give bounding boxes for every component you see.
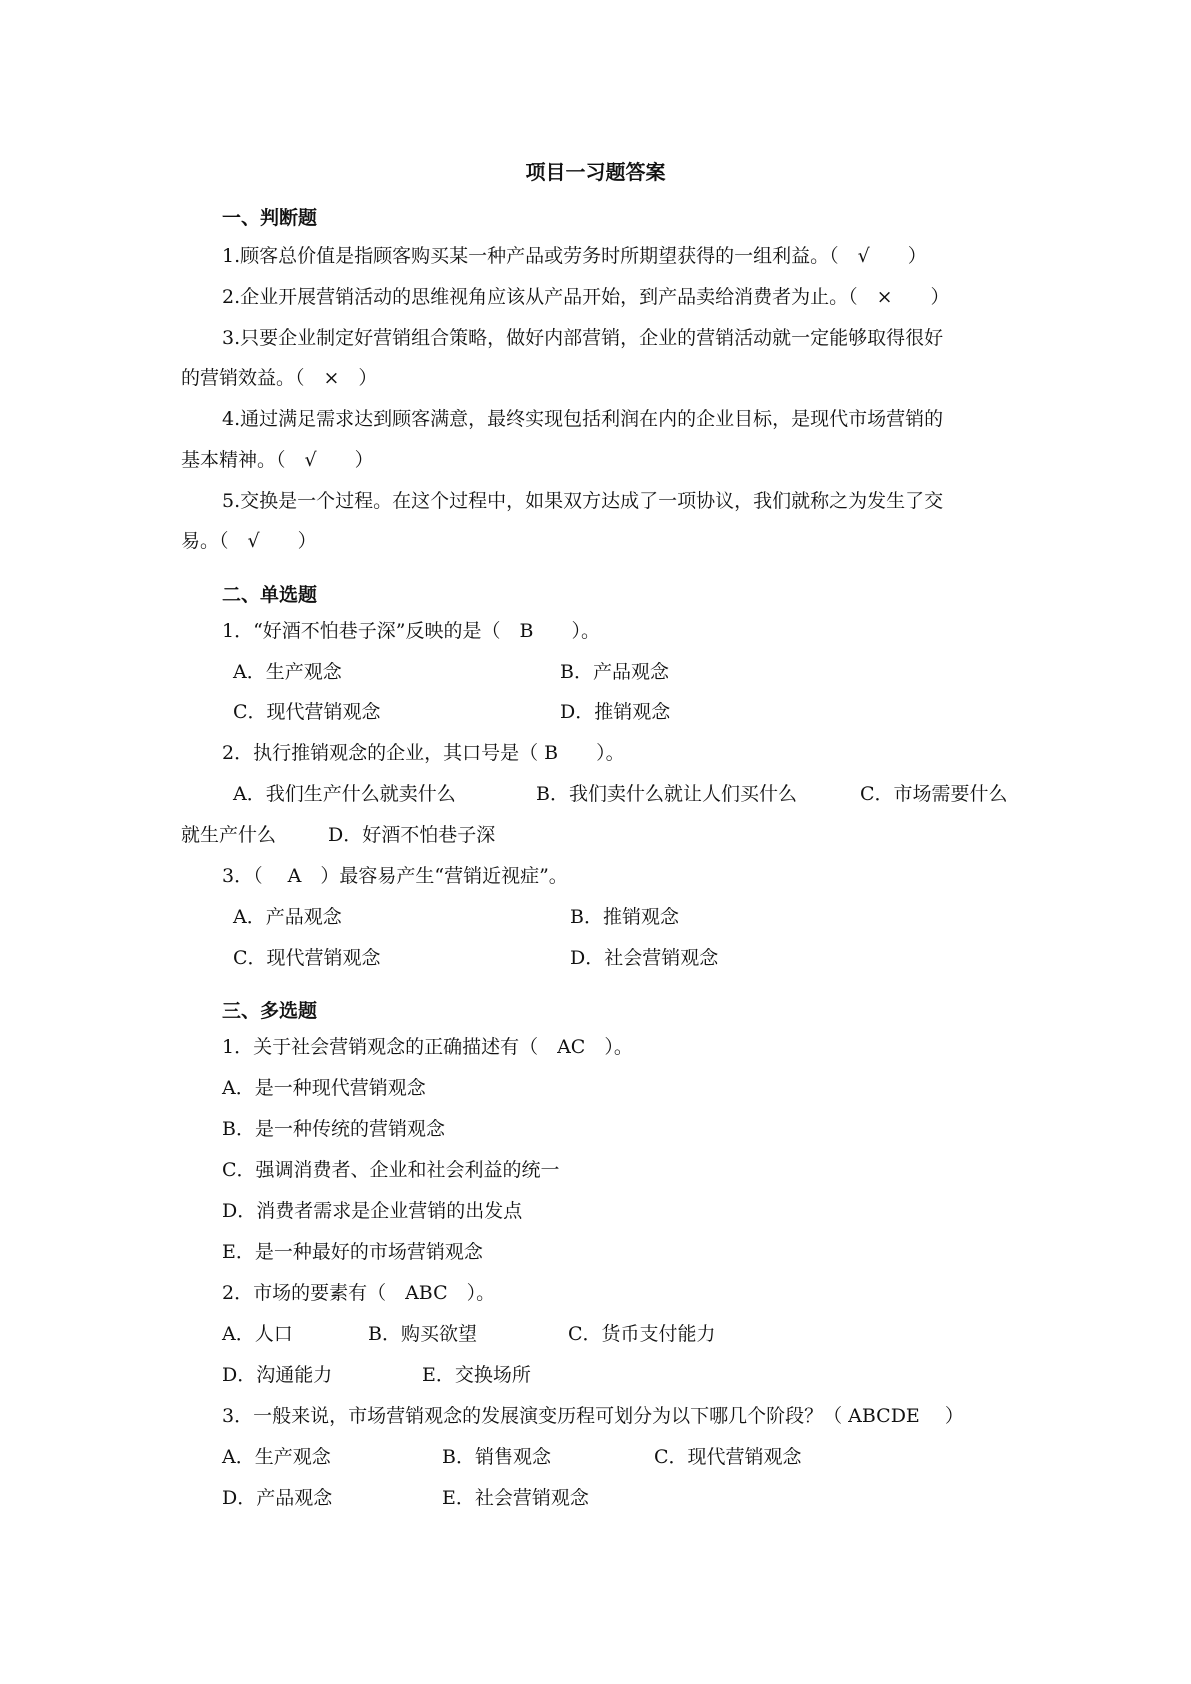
multi-q3-option-d: D．产品观念 bbox=[222, 1487, 333, 1509]
multi-q3-option-b: B．销售观念 bbox=[442, 1446, 551, 1468]
judgment-q5-line1: 5.交换是一个过程。在这个过程中，如果双方达成了一项协议，我们就称之为发生了交 bbox=[222, 490, 944, 512]
section-heading-single-choice: 二、单选题 bbox=[222, 584, 318, 606]
single-q2-option-b: B．我们卖什么就让人们买什么 bbox=[536, 783, 797, 805]
multi-q3-option-a: A．生产观念 bbox=[222, 1446, 331, 1468]
single-q2-option-c: C．市场需要什么 bbox=[860, 783, 1008, 805]
judgment-q5-line2: 易。（ √ ） bbox=[181, 530, 317, 552]
single-q1-option-d: D．推销观念 bbox=[560, 701, 671, 723]
multi-q2-option-b: B．购买欲望 bbox=[368, 1323, 477, 1345]
multi-q1: 1．关于社会营销观念的正确描述有（ AC ）。 bbox=[222, 1036, 633, 1058]
single-q3-option-d: D．社会营销观念 bbox=[570, 947, 719, 969]
multi-q3: 3．一般来说，市场营销观念的发展演变历程可划分为以下哪几个阶段？（ ABCDE ） bbox=[222, 1405, 964, 1427]
multi-q3-option-c: C．现代营销观念 bbox=[654, 1446, 802, 1468]
single-q3-option-b: B．推销观念 bbox=[570, 906, 679, 928]
judgment-q3-line2: 的营销效益。（ × ） bbox=[181, 367, 378, 389]
single-q3-option-a: A．产品观念 bbox=[233, 906, 342, 928]
multi-q2-option-c: C．货币支付能力 bbox=[568, 1323, 716, 1345]
multi-q1-option-c: C．强调消费者、企业和社会利益的统一 bbox=[222, 1159, 560, 1181]
single-q1-option-c: C．现代营销观念 bbox=[233, 701, 381, 723]
single-q1: 1．“好酒不怕巷子深”反映的是（ B ）。 bbox=[222, 620, 600, 642]
multi-q2: 2．市场的要素有（ ABC ）。 bbox=[222, 1282, 496, 1304]
single-q2: 2．执行推销观念的企业，其口号是（ B ）。 bbox=[222, 742, 625, 764]
single-q2-option-c-cont: 就生产什么 bbox=[181, 824, 277, 846]
single-q3-option-c: C．现代营销观念 bbox=[233, 947, 381, 969]
judgment-q1: 1.顾客总价值是指顾客购买某一种产品或劳务时所期望获得的一组利益。（ √ ） bbox=[222, 245, 927, 267]
section-heading-multiple-choice: 三、多选题 bbox=[222, 1000, 318, 1022]
multi-q1-option-a: A．是一种现代营销观念 bbox=[222, 1077, 426, 1099]
multi-q2-option-d: D．沟通能力 bbox=[222, 1364, 333, 1386]
judgment-q3-line1: 3.只要企业制定好营销组合策略，做好内部营销，企业的营销活动就一定能够取得很好 bbox=[222, 327, 944, 349]
single-q2-option-a: A．我们生产什么就卖什么 bbox=[233, 783, 456, 805]
judgment-q2: 2.企业开展营销活动的思维视角应该从产品开始，到产品卖给消费者为止。（ × ） bbox=[222, 286, 950, 308]
single-q3: 3．（ A ）最容易产生“营销近视症”。 bbox=[222, 865, 568, 887]
section-heading-judgment: 一、判断题 bbox=[222, 207, 318, 229]
judgment-q4-line1: 4.通过满足需求达到顾客满意，最终实现包括利润在内的企业目标，是现代市场营销的 bbox=[222, 408, 944, 430]
multi-q1-option-d: D．消费者需求是企业营销的出发点 bbox=[222, 1200, 523, 1222]
multi-q2-option-e: E．交换场所 bbox=[422, 1364, 531, 1386]
single-q1-option-a: A．生产观念 bbox=[233, 661, 342, 683]
multi-q2-option-a: A．人口 bbox=[222, 1323, 293, 1345]
multi-q1-option-b: B．是一种传统的营销观念 bbox=[222, 1118, 445, 1140]
multi-q1-option-e: E．是一种最好的市场营销观念 bbox=[222, 1241, 483, 1263]
single-q1-option-b: B．产品观念 bbox=[560, 661, 669, 683]
page-title: 项目一习题答案 bbox=[525, 160, 666, 184]
judgment-q4-line2: 基本精神。（ √ ） bbox=[181, 449, 374, 471]
single-q2-option-d: D．好酒不怕巷子深 bbox=[328, 824, 496, 846]
multi-q3-option-e: E．社会营销观念 bbox=[442, 1487, 589, 1509]
